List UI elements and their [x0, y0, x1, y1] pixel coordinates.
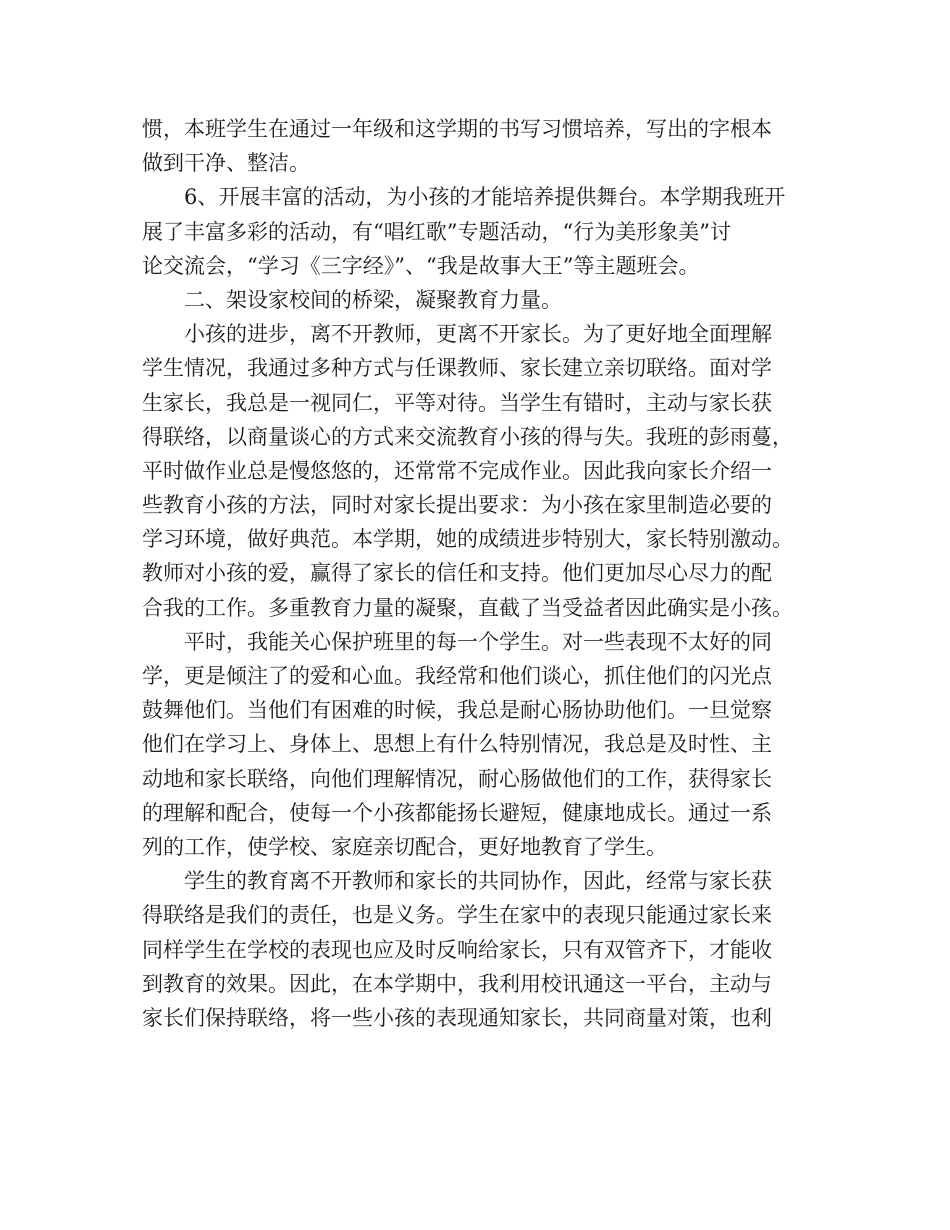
text-line: 6、开展丰富的活动，为小孩的才能培养提供舞台。本学期我班开 — [184, 185, 786, 210]
text-line: 平时，我能关心保护班里的每一个学生。对一些表现不太好的同 — [184, 629, 772, 654]
text-line: 他们在学习上、身体上、思想上有什么特别情况，我总是及时性、主 — [142, 732, 772, 757]
document-body-text — [142, 112, 822, 1035]
text-line: 展了丰富多彩的活动，有“唱红歌”专题活动，“行为美形象美”讨 — [142, 219, 731, 244]
text-line: 同样学生在学校的表现也应及时反响给家长，只有双管齐下，才能收 — [142, 937, 772, 962]
text-line: 些教育小孩的方法，同时对家长提出要求：为小孩在家里制造必要的 — [142, 493, 772, 518]
text-line: 惯，本班学生在通过一年级和这学期的书写习惯培养，写出的字根本 — [142, 117, 772, 141]
text-line: 动地和家长联络，向他们理解情况，耐心肠做他们的工作，获得家长 — [142, 766, 772, 791]
text-line: 小孩的进步，离不开教师，更离不开家长。为了更好地全面理解 — [184, 322, 772, 347]
text-line: 学，更是倾注了的爱和心血。我经常和他们谈心，抓住他们的闪光点 — [142, 664, 772, 688]
text-line: 生家长，我总是一视同仁，平等对待。当学生有错时，主动与家长获 — [142, 390, 772, 415]
text-line: 做到干净、整洁。 — [142, 151, 310, 176]
text-line: 鼓舞他们。当他们有困难的时候，我总是耐心肠协助他们。一旦觉察 — [142, 698, 772, 723]
text-line: 到教育的效果。因此，在本学期中，我利用校讯通这一平台，主动与 — [142, 971, 772, 996]
text-line: 学生的教育离不开教师和家长的共同协作，因此，经常与家长获 — [184, 869, 772, 894]
text-line: 论交流会，“学习《三字经》”、“我是故事大王”等主题班会。 — [142, 253, 700, 278]
text-line: 学生情况，我通过多种方式与任课教师、家长建立亲切联络。面对学 — [142, 356, 772, 381]
text-line: 学习环境，做好典范。本学期，她的成绩进步特别大，家长特别激动。 — [142, 527, 793, 552]
text-line: 合我的工作。多重教育力量的凝聚，直截了当受益者因此确实是小孩。 — [142, 595, 793, 620]
text-line: 二、架设家校间的桥梁，凝聚教育力量。 — [184, 287, 562, 312]
text-line: 列的工作，使学校、家庭亲切配合，更好地教育了学生。 — [142, 834, 667, 859]
text-line: 家长们保持联络，将一些小孩的表现通知家长，共同商量对策，也利 — [142, 1005, 772, 1030]
text-line: 得联络，以商量谈心的方式来交流教育小孩的得与失。我班的彭雨蔓， — [142, 424, 793, 449]
text-line: 的理解和配合，使每一个小孩都能扬长避短，健康地成长。通过一系 — [142, 800, 772, 825]
text-line: 平时做作业总是慢悠悠的，还常常不完成作业。因此我向家长介绍一 — [142, 458, 772, 483]
text-line: 得联络是我们的责任，也是义务。学生在家中的表现只能通过家长来 — [142, 903, 772, 928]
text-line: 教师对小孩的爱，赢得了家长的信任和支持。他们更加尽心尽力的配 — [142, 561, 772, 586]
